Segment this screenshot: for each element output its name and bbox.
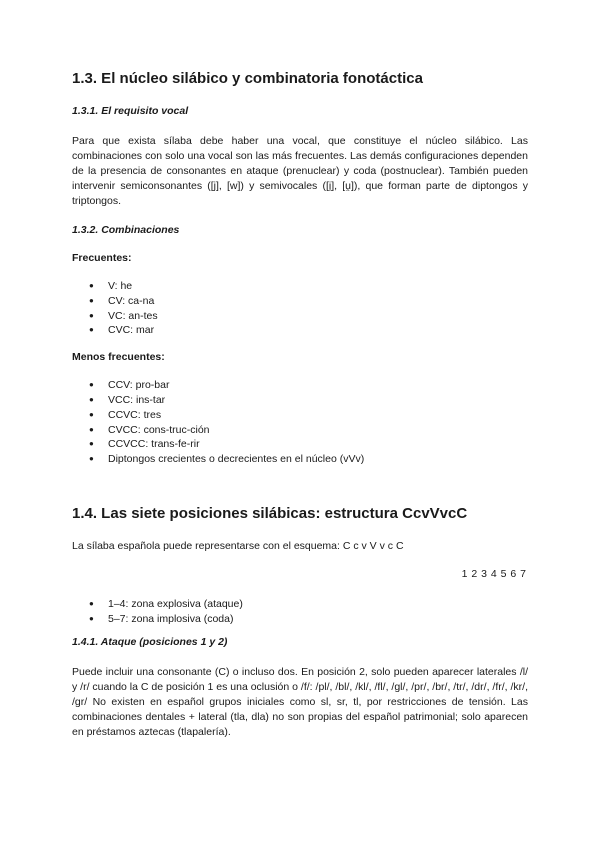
subsection-1-3-1-title: 1.3.1. El requisito vocal bbox=[72, 105, 189, 117]
list-item: ● 5–7: zona implosiva (coda) bbox=[108, 612, 528, 627]
list-item: ● VC: an-tes bbox=[108, 309, 528, 324]
frequent-label: Frecuentes: bbox=[72, 252, 132, 264]
section-1-3-title: 1.3. El núcleo silábico y combinatoria fonotáctica bbox=[72, 70, 423, 87]
list-item: ● 1–4: zona explosiva (ataque) bbox=[108, 597, 528, 612]
list-item: ● V: he bbox=[108, 279, 528, 294]
paragraph-vowel-requirement: Para que exista sílaba debe haber una vocal, que constituye el núcleo silábico. Las combinaciones con solo una vocal son las más frecuentes. Las demás configuraciones dependen de la presencia de consonantes en ataque (prenuclear) y coda (postnuclear). También pueden intervenir semiconsonantes ([j], [w]) y semivocales ([i̯], [u̯]), que forman parte de diptongos y triptongos. bbox=[72, 135, 528, 207]
list-item: ● CCVCC: trans-fe-rir bbox=[108, 437, 528, 452]
frequent-list bbox=[72, 279, 528, 338]
schema-line: La sílaba española puede representarse con el esquema: C c v V v c C bbox=[72, 539, 404, 552]
subsection-1-3-2-title: 1.3.2. Combinaciones bbox=[72, 224, 180, 236]
list-item: ● CVCC: cons-truc-ción bbox=[108, 423, 528, 438]
zones-list bbox=[72, 597, 528, 627]
section-1-4-title: 1.4. Las siete posiciones silábicas: estructura CcvVvcC bbox=[72, 504, 468, 522]
less-frequent-label: Menos frecuentes: bbox=[72, 351, 165, 364]
list-item: ● CCVC: tres bbox=[108, 408, 528, 423]
list-item: ● CV: ca-na bbox=[108, 294, 528, 309]
list-item: ● VCC: ins-tar bbox=[108, 393, 528, 408]
subsection-1-4-1-title: 1.4.1. Ataque (posiciones 1 y 2) bbox=[72, 635, 228, 648]
list-item: ● CVC: mar bbox=[108, 323, 528, 338]
list-item: ● CCV: pro-bar bbox=[108, 378, 528, 393]
paragraph-onset: Puede incluir una consonante (C) o incluso dos. En posición 2, solo pueden aparecer laterales /l/ y /r/ cuando la C de posición 1 es una oclusión o /f/: /pl/, /bl/, /kl/, /fl/, /gl/, /pr/, /br/, /tr/, /dr/, /fr/, /kr/, /gr/ No existen en español grupos iniciales como sl, sr, tl, por restricciones de tensión. Las combinaciones dentales + lateral (tla, dla) no son propias del español patrimonial; solo aparecen en préstamos aztecas (tlapalería). bbox=[72, 665, 528, 738]
position-numbers: 1 2 3 4 5 6 7 bbox=[461, 567, 526, 580]
list-item: ● Diptongos crecientes o decrecientes en el núcleo (vVv) bbox=[108, 452, 528, 467]
less-frequent-list bbox=[72, 378, 528, 467]
